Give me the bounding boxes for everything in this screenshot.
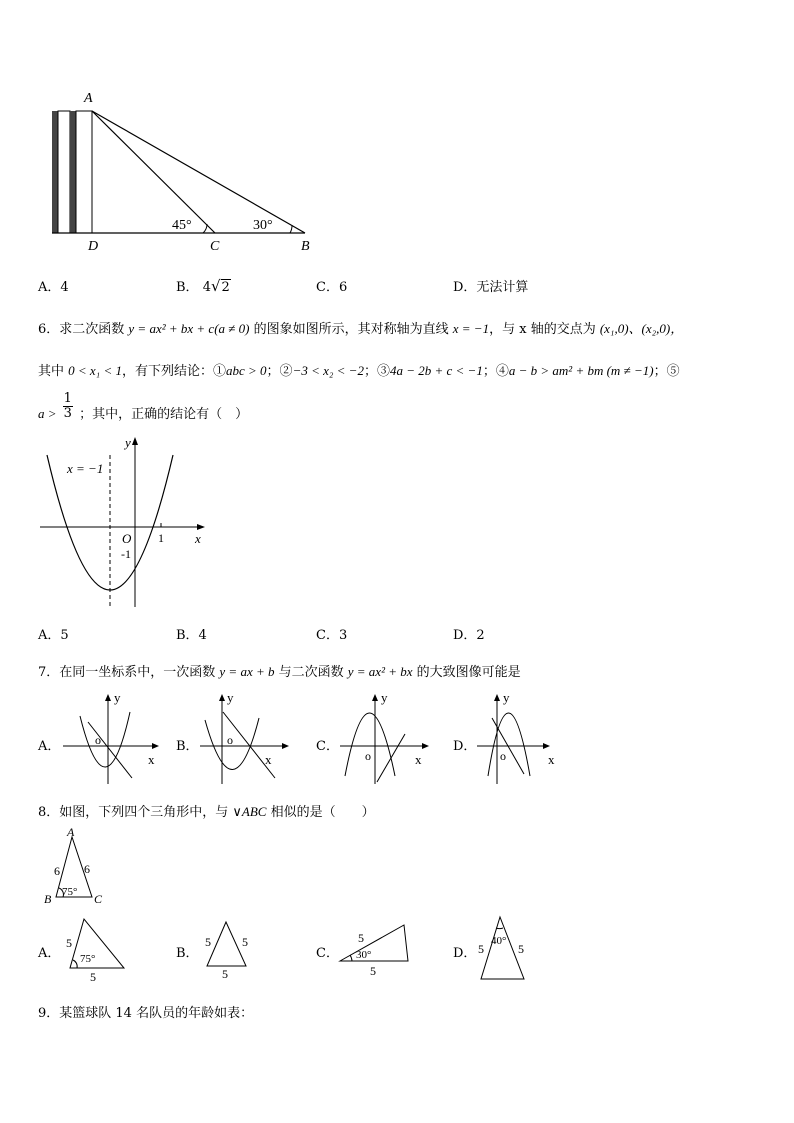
- q7-option-b[interactable]: B．: [176, 739, 199, 754]
- q6-points: (x₁,0)、(x₂,0)，: [599, 321, 684, 336]
- q7-linear-eq: y = ax + b: [219, 664, 275, 679]
- q8-text: 相似的是（ ）: [266, 805, 375, 820]
- q7-graph-a[interactable]: [58, 690, 163, 786]
- q7-question: [38, 661, 521, 680]
- q6-axis-label: x = −1: [67, 461, 104, 476]
- q8-option-d[interactable]: D．: [453, 946, 477, 961]
- q6-conclusion-4: a − b > am² + bm (m ≠ −1): [508, 363, 654, 378]
- q8b-s2: 5: [242, 935, 248, 949]
- q5-label-b: B: [301, 239, 310, 254]
- q7-text: 的大致图像可能是: [412, 665, 521, 680]
- q5-option-b-coef: 4: [202, 280, 211, 295]
- q7b-o: o: [227, 733, 233, 747]
- q6-sep: ；⑤: [653, 364, 680, 379]
- q7d-y: y: [503, 690, 510, 705]
- q8c-s2: 5: [370, 964, 376, 978]
- q6-conclusion-2: −3 < x₂ < −2: [292, 363, 364, 378]
- q6-text: 的图象如图所示，其对称轴为直线: [249, 322, 453, 337]
- q8-question: [38, 801, 375, 820]
- q8-option-b[interactable]: B．: [176, 946, 199, 961]
- q5-label-a: A: [84, 91, 93, 106]
- q8a-s1: 5: [66, 936, 72, 950]
- q8-ref-s2: 6: [84, 862, 90, 876]
- q6-prompt: ；其中，正确的结论有（ ）: [79, 407, 249, 422]
- q6-option-a[interactable]: A．5: [38, 628, 69, 643]
- q6-conclusion-3: 4a − 2b + c < −1: [389, 363, 483, 378]
- q7b-y: y: [227, 690, 234, 705]
- q6-conclusion-1: abc > 0: [226, 363, 267, 378]
- q8-option-c-triangle[interactable]: [336, 915, 416, 979]
- q7-graph-b[interactable]: [195, 690, 295, 786]
- q7-graph-d[interactable]: [472, 690, 572, 786]
- q7-option-a[interactable]: A．: [38, 739, 61, 754]
- q8-option-a[interactable]: A．: [38, 946, 61, 961]
- q7-text: 与二次函数: [274, 665, 348, 680]
- q6-range: 0 < x₁ < 1: [68, 363, 122, 378]
- q5-figure: [40, 85, 330, 255]
- q5-option-b[interactable]: [176, 276, 231, 295]
- q5-option-c[interactable]: C．6: [316, 280, 348, 295]
- q6-text: 其中: [38, 364, 69, 379]
- q7c-o: o: [365, 749, 371, 763]
- q8-option-c[interactable]: C．: [316, 946, 339, 961]
- q5-angle-b: 30°: [253, 218, 273, 233]
- q6-line1: [38, 318, 683, 337]
- q7a-o: o: [95, 733, 101, 747]
- q8-option-a-triangle[interactable]: [62, 915, 132, 983]
- q8d-s1: 5: [478, 942, 484, 956]
- q8a-s2: 5: [90, 970, 96, 983]
- q7a-x: x: [148, 752, 155, 767]
- q5-label-c: C: [210, 239, 220, 254]
- q8-ref-angle: 75°: [62, 886, 78, 898]
- q6-sep: ；③: [363, 364, 390, 379]
- q6-text: 6．求二次函数: [38, 322, 129, 337]
- q6-text: ，与 x 轴的交点为: [489, 322, 600, 337]
- q5-option-b-rad: 2: [221, 280, 230, 295]
- q6-text: ，有下列结论：①: [121, 364, 226, 379]
- sqrt-symbol: √: [210, 277, 221, 295]
- q6-axis-eq: x = −1: [452, 321, 490, 336]
- q8c-angle: 30°: [356, 949, 372, 961]
- q5-option-a[interactable]: A．4: [38, 280, 69, 295]
- q6-sep: ；④: [482, 364, 509, 379]
- q8-reference-triangle: [42, 825, 112, 907]
- q6-equation: y = ax² + bx + c(a ≠ 0): [128, 321, 250, 336]
- q7-option-d[interactable]: D．: [453, 739, 477, 754]
- q8-option-b-triangle[interactable]: [200, 918, 260, 980]
- q8a-angle: 75°: [80, 953, 96, 965]
- q6-one-label: 1: [158, 531, 164, 545]
- q5-option-d[interactable]: D．无法计算: [453, 280, 529, 295]
- q8d-s2: 5: [518, 942, 524, 956]
- q6-x-label: x: [195, 531, 201, 546]
- q6-conclusion-5: a >: [38, 406, 57, 421]
- q9-question: 9．某篮球队 14 名队员的年龄如表：: [38, 1006, 254, 1021]
- q8-triangle-ref: ∨ABC: [232, 804, 267, 819]
- q6-fraction: [63, 392, 73, 421]
- q8-ref-a: A: [67, 825, 75, 839]
- q6-neg-one-label: -1: [121, 547, 131, 561]
- q6-y-label: y: [125, 435, 131, 450]
- q6-sep: ；②: [266, 364, 293, 379]
- q8d-angle: 40°: [491, 935, 507, 947]
- q7b-x: x: [265, 752, 272, 767]
- q7d-x: x: [548, 752, 555, 767]
- q8c-s1: 5: [358, 931, 364, 945]
- q7-text: 7．在同一坐标系中，一次函数: [38, 665, 220, 680]
- q6-option-d[interactable]: D．2: [453, 628, 485, 643]
- q6-frac-num: 1: [63, 391, 72, 406]
- q6-option-c[interactable]: C．3: [316, 628, 348, 643]
- q8b-s3: 5: [222, 967, 228, 980]
- q8-text: 8．如图，下列四个三角形中，与: [38, 805, 233, 820]
- q8b-s1: 5: [205, 935, 211, 949]
- q6-figure: [35, 435, 215, 615]
- q7-quadratic-eq: y = ax² + bx: [347, 664, 413, 679]
- q5-option-b-label: B．: [176, 280, 199, 295]
- q7d-o: o: [500, 749, 506, 763]
- q7c-x: x: [415, 752, 422, 767]
- q7c-y: y: [381, 690, 388, 705]
- q7-graph-c[interactable]: [335, 690, 435, 786]
- q7a-y: y: [114, 690, 121, 705]
- q6-option-b[interactable]: B．4: [176, 628, 207, 643]
- q6-frac-den: 3: [63, 406, 72, 421]
- q5-angle-c: 45°: [172, 218, 192, 233]
- q6-line2: [38, 360, 680, 379]
- q7-option-c[interactable]: C．: [316, 739, 339, 754]
- q8-ref-c: C: [94, 892, 103, 906]
- q6-origin-label: O: [122, 531, 132, 546]
- q5-label-d: D: [88, 239, 99, 254]
- q6-line3: [38, 392, 248, 426]
- q8-ref-s1: 6: [54, 864, 60, 878]
- q8-option-d-triangle[interactable]: [474, 913, 534, 983]
- q8-ref-b: B: [44, 892, 52, 906]
